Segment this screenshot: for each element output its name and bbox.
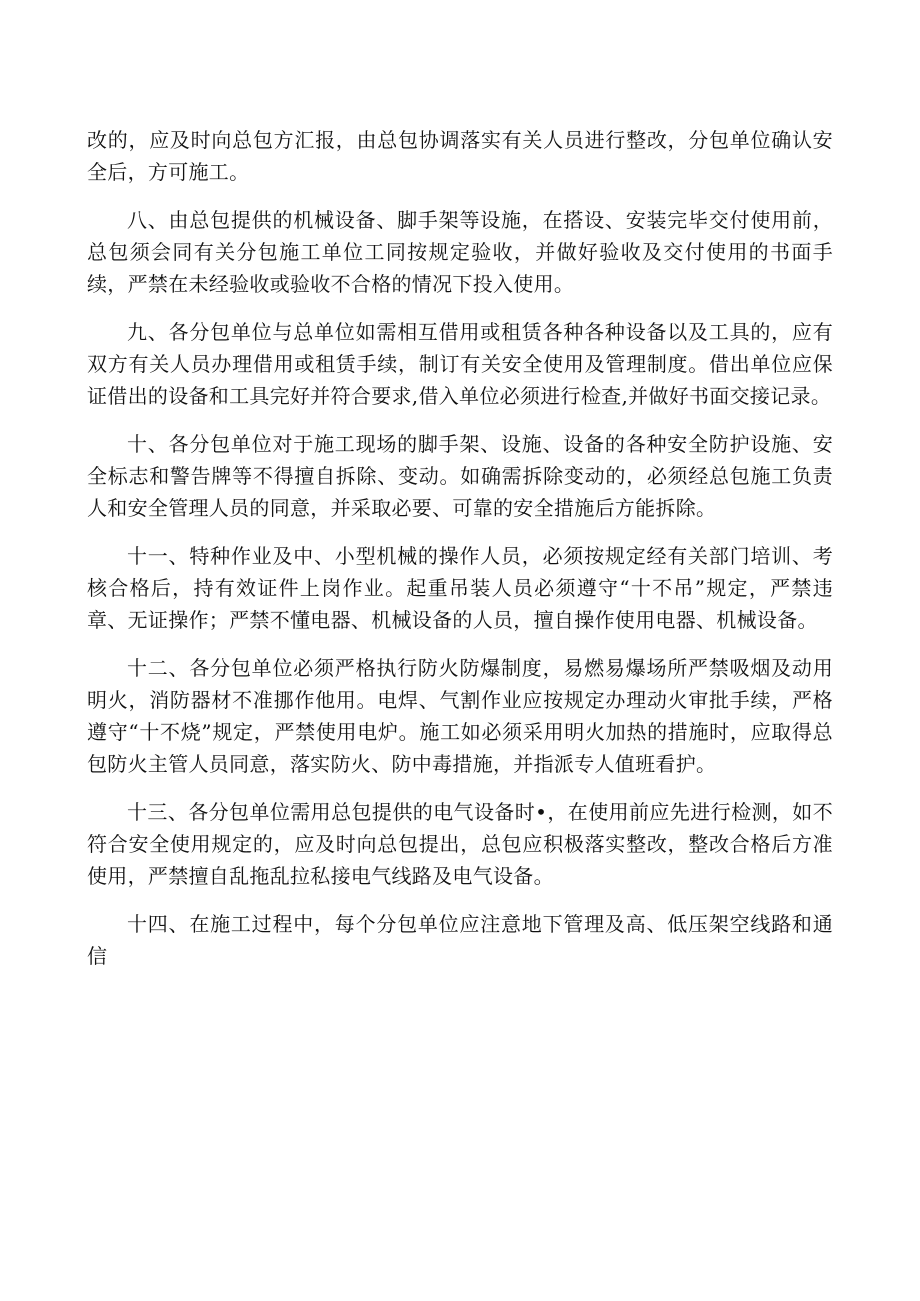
paragraph-clause-11: 十一、特种作业及中、小型机械的操作人员，必须按规定经有关部门培训、考核合格后，持有效证件上岗作业。起重吊装人员必须遵守“十不吊”规定，严禁违章、无证操作；严禁不懂电器、机械设备的人员，擅自操作使用电器、机械设备。 [87,544,833,632]
document-body [87,124,833,988]
paragraph-clause-8: 八、由总包提供的机械设备、脚手架等设施，在搭设、安装完毕交付使用前，总包须会同有关分包施工单位工同按规定验收，并做好验收及交付使用的书面手续，严禁在未经验收或验收不合格的情况下投入使用。 [87,208,833,296]
paragraph-clause-9: 九、各分包单位与总单位如需相互借用或租赁各种各种设备以及工具的，应有双方有关人员办理借用或租赁手续，制订有关安全使用及管理制度。借出单位应保证借出的设备和工具完好并符合要求,借入单位必须进行检查,并做好书面交接记录。 [87,320,833,408]
paragraph-continuation: 改的，应及时向总包方汇报，由总包协调落实有关人员进行整改，分包单位确认安全后，方可施工。 [87,128,833,184]
paragraph-clause-12: 十二、各分包单位必须严格执行防火防爆制度，易燃易爆场所严禁吸烟及动用明火，消防器材不准挪作他用。电焊、气割作业应按规定办理动火审批手续，严格遵守“十不烧”规定，严禁使用电炉。施工如必须采用明火加热的措施时，应取得总包防火主管人员同意，落实防火、防中毒措施，并指派专人值班看护。 [87,656,833,776]
paragraph-clause-14: 十四、在施工过程中，每个分包单位应注意地下管理及高、低压架空线路和通信 [87,912,833,968]
paragraph-clause-10: 十、各分包单位对于施工现场的脚手架、设施、设备的各种安全防护设施、安全标志和警告牌等不得擅自拆除、变动。如确需拆除变动的，必须经总包施工负责人和安全管理人员的同意，并采取必要、可靠的安全措施后方能拆除。 [87,432,833,520]
paragraph-clause-13: 十三、各分包单位需用总包提供的电气设备时•，在使用前应先进行检测，如不符合安全使用规定的，应及时向总包提出，总包应积极落实整改，整改合格后方准使用，严禁擅自乱拖乱拉私接电气线路及电气设备。 [87,800,833,888]
